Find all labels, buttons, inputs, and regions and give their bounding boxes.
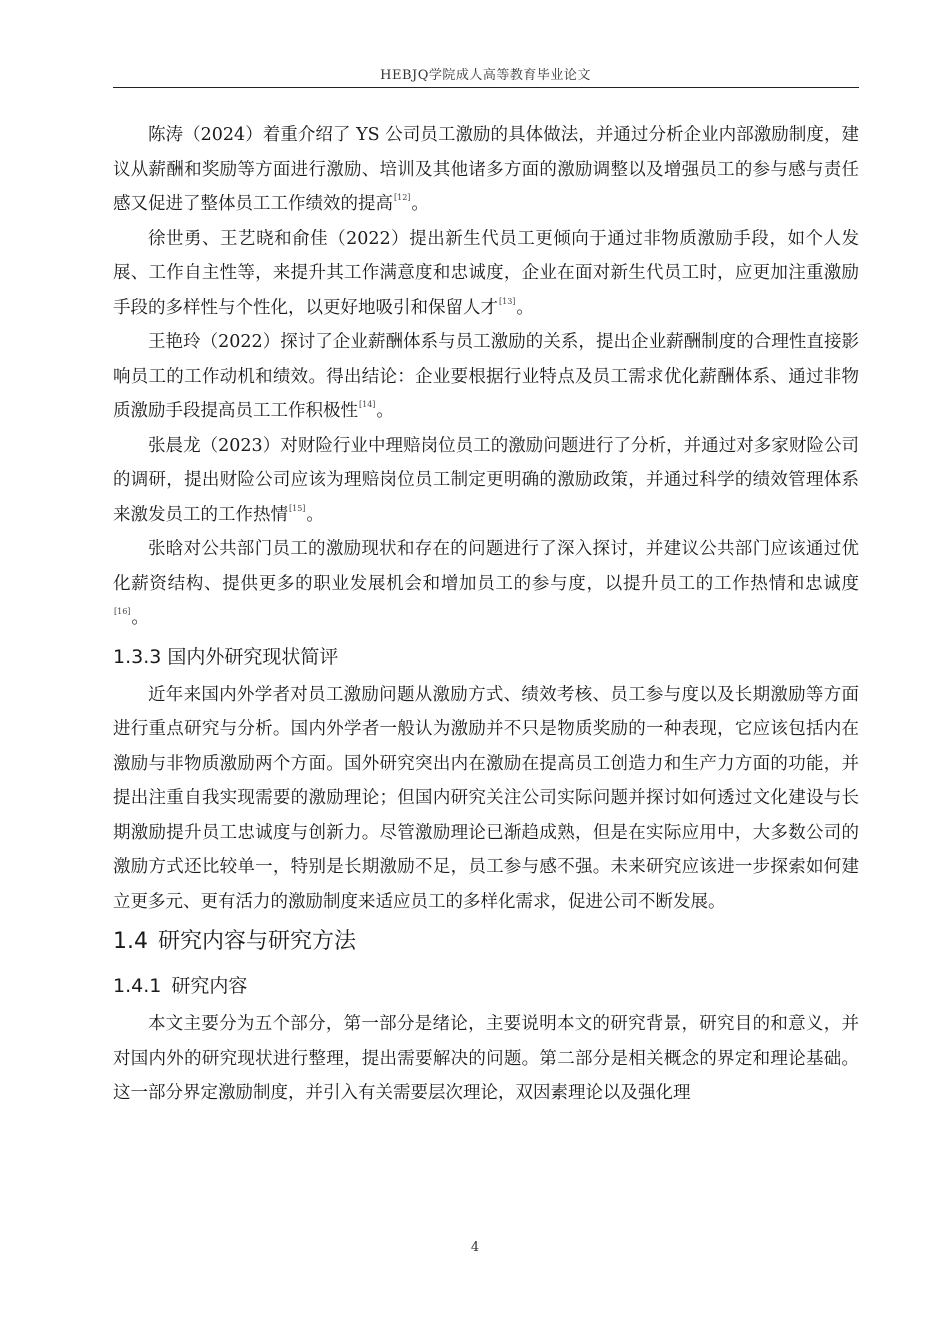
page-number: 4 — [470, 1240, 480, 1255]
citation-ref: [13] — [499, 296, 516, 306]
paragraph-research-content: 本文主要分为五个部分，第一部分是绪论，主要说明本文的研究背景，研究目的和意义，并对国内外的研究现状进行整理，提出需要解决的问题。第二部分是相关概念的界定和理论基础。这一部分界定激励制度，并引入有关需要层次理论，双因素理论以及强化理 — [113, 1014, 859, 1103]
paragraph-zhang-chenlong — [113, 429, 859, 533]
paragraph-tail: 。 — [516, 297, 534, 318]
citation-ref: [16] — [114, 607, 131, 616]
paragraph-zhang-han — [113, 532, 859, 636]
section-heading-1-3-3: 1.3.3 国内外研究现状简评 — [113, 645, 339, 668]
citation-ref: [15] — [289, 503, 306, 513]
section-title: 研究内容与研究方法 — [158, 929, 357, 954]
header-divider — [113, 87, 859, 88]
section-heading-1-4-1 — [113, 965, 859, 1007]
paragraph-tail: 。 — [376, 401, 394, 421]
citation-ref: [14] — [359, 400, 376, 409]
paragraph-tail: 。 — [306, 504, 324, 525]
paragraph-research-review: 近年来国内外学者对员工激励问题从激励方式、绩效考核、员工参与度以及长期激励等方面进行重点研究与分析。国内外学者一般认为激励并不只是物质奖励的一种表现，它应该包括内在激励与非物质激励两个方面。国外研究突出内在激励在提高员工创造力和生产力方面的功能，并提出注重自我实现需要的激励理论；但国内研究关注公司实际问题并探讨如何透过文化建设与长期激励提升员工忠诚度与创新力。尽管激励理论已渐趋成熟，但是在实际应用中，大多数公司的激励方式还比较单一，特别是长期激励不足，员工参与感不强。未来研究应该进一步探索如何建立更多元、更有活力的激励制度来适应员工的多样化需求，促进公司不断发展。 — [113, 684, 859, 912]
section-heading-1-4 — [113, 919, 859, 965]
paragraph-text: 陈涛（2024）着重介绍了 YS 公司员工激励的具体做法，并通过分析企业内部激励制度，建议从薪酬和奖励等方面进行激励、培训及其他诸多方面的激励调整以及增强员工的参与感与责任感又促进了整体员工工作绩效的提高 — [113, 125, 859, 214]
paragraph-text: 王艳玲（2022）探讨了企业薪酬体系与员工激励的关系，提出企业薪酬制度的合理性直接影响员工的工作动机和绩效。得出结论：企业要根据行业特点及员工需求优化薪酬体系、通过非物质激励手段提高员工工作积极性 — [113, 332, 859, 421]
paragraph-text: 徐世勇、王艺晓和俞佳（2022）提出新生代员工更倾向于通过非物质激励手段，如个人发展、工作自主性等，来提升其工作满意度和忠诚度，企业在面对新生代员工时，应更加注重激励手段的多样性与个性化，以更好地吸引和保留人才 — [113, 228, 859, 318]
paragraph-tail: 。 — [131, 608, 149, 628]
page-body — [113, 118, 859, 1111]
paragraph-tail: 。 — [411, 194, 429, 214]
citation-ref: [12] — [394, 193, 411, 202]
paragraph-xu-shiyong — [113, 222, 859, 326]
paragraph-text: 张晨龙（2023）对财险行业中理赔岗位员工的激励问题进行了分析，并通过对多家财险公司的调研，提出财险公司应该为理赔岗位员工制定更明确的激励政策，并通过科学的绩效管理体系来激发员工的工作热情 — [113, 435, 859, 525]
section-number: 1.4 — [113, 929, 148, 954]
section-title: 研究内容 — [171, 975, 248, 997]
section-number: 1.4.1 — [113, 975, 162, 997]
paragraph-chen-tao — [113, 118, 859, 222]
paragraph-wang-yanling — [113, 325, 859, 429]
paragraph-text: 张晗对公共部门员工的激励现状和存在的问题进行了深入探讨，并建议公共部门应该通过优化薪资结构、提供更多的职业发展机会和增加员工的参与度，以提升员工的工作热情和忠诚度 — [113, 539, 859, 594]
running-header: HEBJQ学院成人高等教育毕业论文 — [380, 68, 591, 83]
